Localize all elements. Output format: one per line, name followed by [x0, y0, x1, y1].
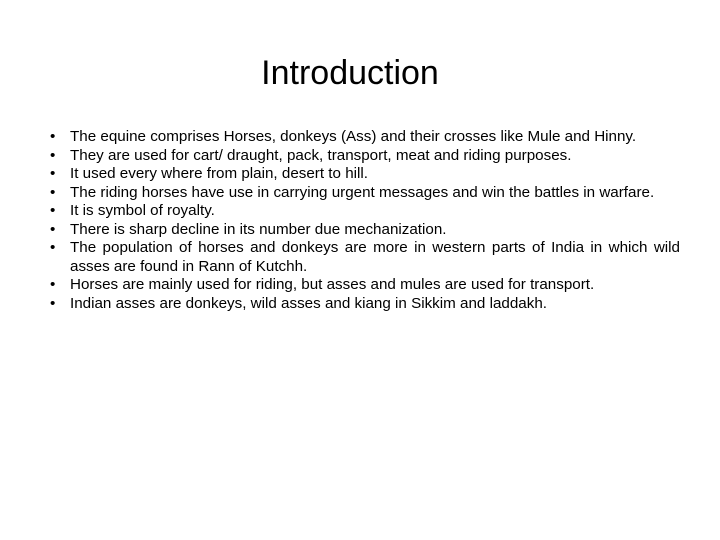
bullet-text: They are used for cart/ draught, pack, transport, meat and riding purposes. — [70, 146, 572, 164]
bullet-text: The riding horses have use in carrying urgent messages and win the battles in warfare. — [70, 183, 655, 201]
bullet-icon: • — [50, 202, 56, 219]
list-item — [50, 165, 680, 184]
list-item — [50, 276, 680, 295]
bullet-icon: • — [50, 239, 56, 256]
bullet-icon: • — [50, 294, 56, 312]
bullet-list — [50, 128, 680, 313]
bullet-icon: • — [50, 128, 56, 145]
bullet-icon: • — [50, 276, 56, 293]
bullet-text: Indian asses are donkeys, wild asses and kiang in Sikkim and laddakh. — [70, 294, 547, 312]
list-item — [50, 147, 680, 166]
bullet-icon: • — [50, 165, 56, 182]
bullet-icon: • — [50, 220, 56, 238]
bullet-text: The population of horses and donkeys are more in western parts of India in which wild asses are found in Rann of Kutchh. — [70, 239, 680, 275]
bullet-text: It is symbol of royalty. — [70, 202, 215, 219]
list-item — [50, 295, 680, 314]
bullet-icon: • — [50, 146, 56, 164]
list-item — [50, 202, 680, 221]
bullet-text: The equine comprises Horses, donkeys (Ass) and their crosses like Mule and Hinny. — [70, 128, 637, 145]
slide-title: Introduction — [261, 53, 439, 92]
list-item — [50, 239, 680, 276]
list-item — [50, 221, 680, 240]
bullet-text: It used every where from plain, desert to hill. — [70, 165, 368, 182]
bullet-icon: • — [50, 183, 56, 201]
list-item — [50, 184, 680, 203]
list-item — [50, 128, 680, 147]
bullet-text: Horses are mainly used for riding, but asses and mules are used for transport. — [70, 276, 595, 293]
bullet-text: There is sharp decline in its number due mechanization. — [70, 220, 447, 238]
